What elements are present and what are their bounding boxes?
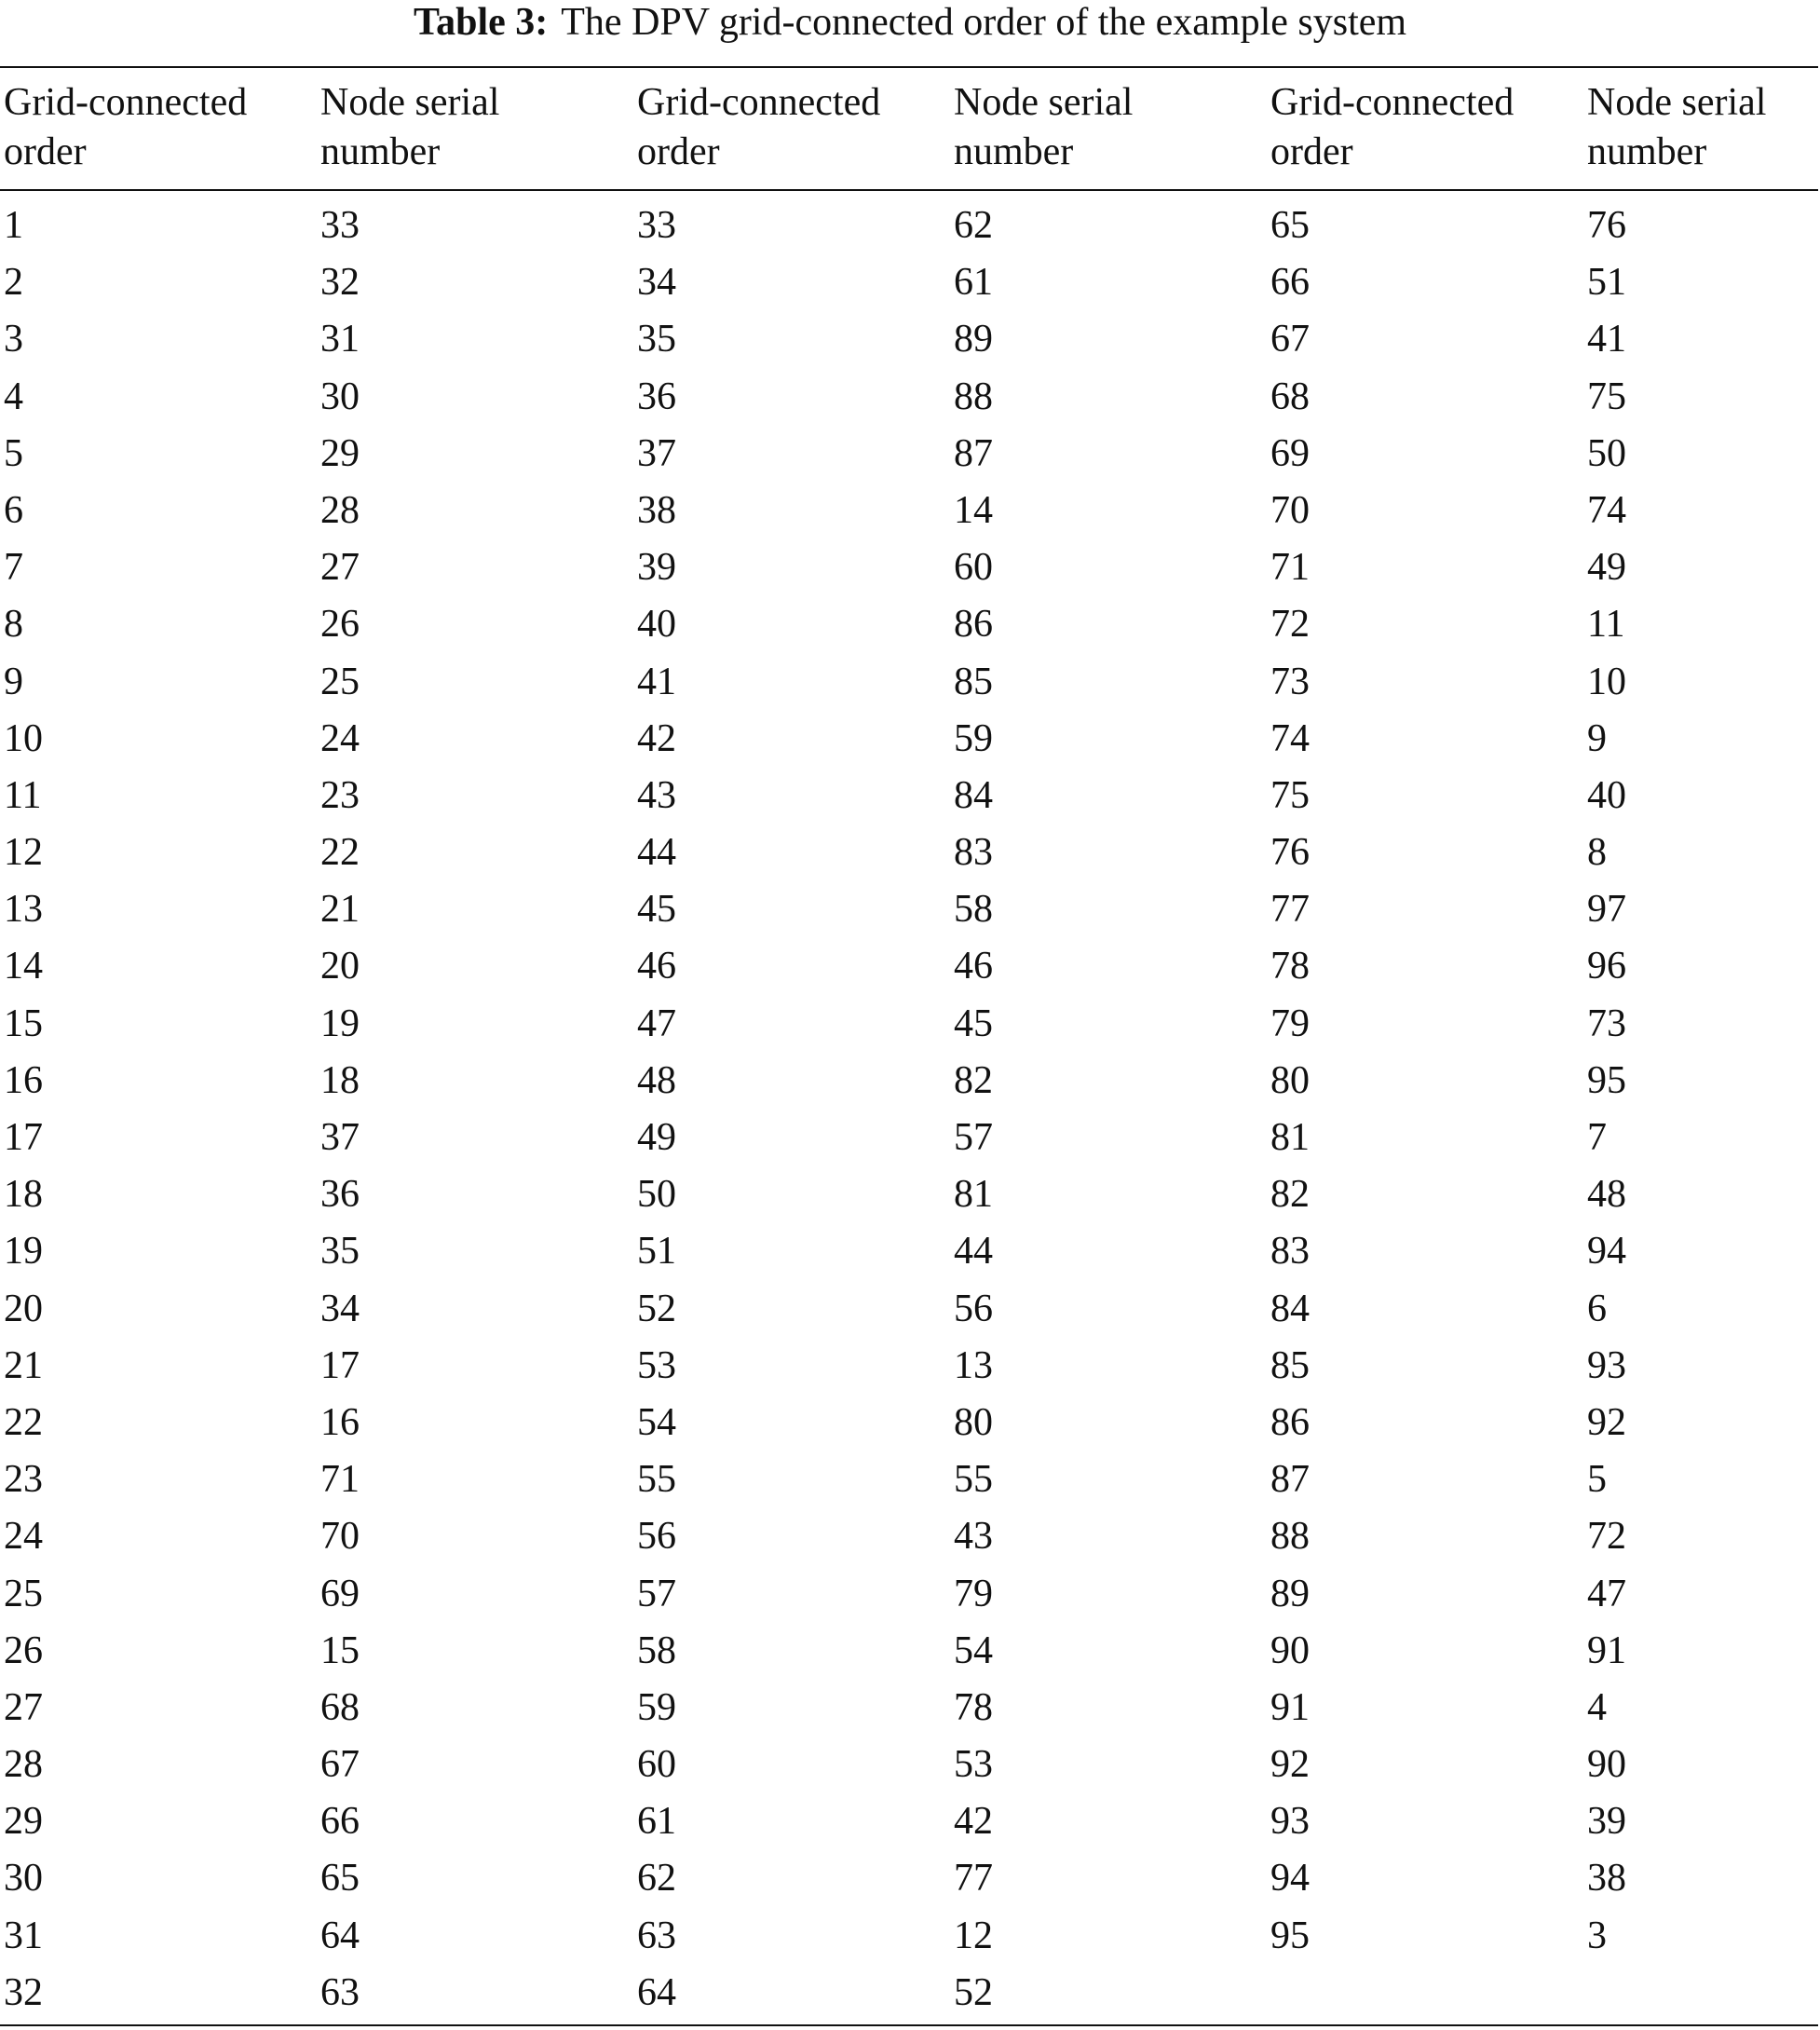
table-cell: 14 [954,488,993,532]
table-cell: 60 [954,546,993,590]
table-cell: 70 [320,1515,360,1559]
table-cell: 18 [4,1173,43,1217]
table-cell: 67 [320,1743,360,1787]
table-cell: 33 [637,204,676,247]
table-cell: 38 [1587,1857,1626,1901]
table-cell: 37 [637,431,676,475]
header-node-serial-number-3: Node serial number [1587,81,1767,173]
table-cell: 50 [1587,431,1626,475]
table-cell: 30 [4,1857,43,1901]
table-cell: 27 [320,546,360,590]
table-cell: 4 [4,375,23,418]
table-cell: 16 [4,1058,43,1102]
table-cell: 49 [1587,546,1626,590]
table-row [0,1623,1820,1680]
table-cell: 51 [1587,261,1626,305]
table-row [0,483,1820,539]
table-cell: 6 [1587,1287,1607,1330]
table-row [0,1338,1820,1395]
table-cell: 60 [637,1743,676,1787]
table-row [0,539,1820,596]
table-cell: 54 [954,1628,993,1672]
table-cell: 58 [954,888,993,932]
table-cell: 57 [954,1116,993,1159]
table-cell: 93 [1587,1343,1626,1387]
table-cell: 64 [637,1970,676,2014]
table-cell: 69 [1270,431,1310,475]
table-cell: 50 [637,1173,676,1217]
table-row [0,369,1820,426]
table-top-rule [0,66,1818,68]
table-cell: 46 [954,945,993,988]
table-cell: 46 [637,945,676,988]
table-cell: 4 [1587,1685,1607,1729]
table-cell: 28 [4,1743,43,1787]
table-cell: 44 [637,831,676,875]
table-cell: 79 [1270,1001,1310,1045]
table-row [0,1110,1820,1166]
table-cell: 47 [637,1001,676,1045]
table-cell: 40 [637,603,676,647]
table-cell: 67 [1270,318,1310,361]
table-cell: 43 [954,1515,993,1559]
table-row [0,1053,1820,1110]
table-cell: 88 [954,375,993,418]
table-cell: 77 [1270,888,1310,932]
table-cell: 76 [1587,204,1626,247]
table-cell: 59 [637,1685,676,1729]
table-cell: 48 [1587,1173,1626,1217]
table-cell: 32 [320,261,360,305]
table-cell: 54 [637,1400,676,1444]
table-row [0,824,1820,881]
table-cell: 51 [637,1230,676,1274]
table-cell: 7 [4,546,23,590]
table-cell: 25 [4,1572,43,1615]
table-cell: 19 [4,1230,43,1274]
table-cell: 29 [4,1800,43,1844]
table-cell: 35 [637,318,676,361]
table-cell: 36 [637,375,676,418]
table-cell: 94 [1270,1857,1310,1901]
table-cell: 92 [1270,1743,1310,1787]
table-cell: 62 [954,204,993,247]
table-cell: 52 [637,1287,676,1330]
table-cell: 22 [320,831,360,875]
table-cell: 26 [320,603,360,647]
table-cell: 81 [954,1173,993,1217]
table-cell: 34 [637,261,676,305]
table-cell: 56 [637,1515,676,1559]
table-cell: 39 [637,546,676,590]
table-cell: 30 [320,375,360,418]
table-cell: 41 [1587,318,1626,361]
table-header [0,78,1820,181]
table-cell: 13 [954,1343,993,1387]
table-cell: 9 [1587,716,1607,760]
table-cell: 58 [637,1628,676,1672]
header-node-serial-number-2: Node serial number [954,81,1134,173]
table-cell: 66 [1270,261,1310,305]
table-cell: 93 [1270,1800,1310,1844]
table-cell: 83 [954,831,993,875]
table-cell: 69 [320,1572,360,1615]
table-cell: 79 [954,1572,993,1615]
table-cell: 24 [4,1515,43,1559]
table-row [0,1566,1820,1623]
table-caption [0,0,1820,48]
table-cell: 20 [4,1287,43,1330]
table-cell: 82 [954,1058,993,1102]
table-cell: 88 [1270,1515,1310,1559]
header-grid-connected-order-2: Grid-connected order [637,81,881,173]
table-cell: 32 [4,1970,43,2014]
table-cell: 83 [1270,1230,1310,1274]
table-row [0,1223,1820,1280]
table-cell: 82 [1270,1173,1310,1217]
table-cell: 55 [954,1458,993,1502]
table-cell: 84 [954,773,993,817]
table-row [0,311,1820,368]
table-cell: 11 [4,773,42,817]
table-cell: 28 [320,488,360,532]
table-cell: 95 [1270,1914,1310,1957]
table-cell: 73 [1587,1001,1626,1045]
table-cell: 21 [320,888,360,932]
table-body [0,198,1820,2022]
table-bottom-rule [0,2024,1818,2026]
table-row [0,1281,1820,1338]
table-row [0,1166,1820,1223]
table-cell: 78 [1270,945,1310,988]
table-cell: 41 [637,660,676,703]
table-cell: 5 [1587,1458,1607,1502]
table-row [0,1965,1820,2022]
table-cell: 15 [320,1628,360,1672]
table-cell: 31 [4,1914,43,1957]
table-caption-text: The DPV grid-connected order of the example system [561,1,1407,44]
table-row [0,1508,1820,1565]
table-row [0,1908,1820,1965]
table-cell: 91 [1270,1685,1310,1729]
table-cell: 66 [320,1800,360,1844]
table-cell: 15 [4,1001,43,1045]
table-cell: 33 [320,204,360,247]
table-cell: 90 [1587,1743,1626,1787]
table-cell: 9 [4,660,23,703]
table-cell: 40 [1587,773,1626,817]
table-cell: 42 [954,1800,993,1844]
table-cell: 24 [320,716,360,760]
table-cell: 84 [1270,1287,1310,1330]
table-row [0,881,1820,938]
table-cell: 10 [4,716,43,760]
table-cell: 22 [4,1400,43,1444]
table-cell: 8 [1587,831,1607,875]
table-cell: 48 [637,1058,676,1102]
table-cell: 78 [954,1685,993,1729]
table-cell: 37 [320,1116,360,1159]
table-row [0,711,1820,768]
table-row [0,254,1820,311]
table-cell: 95 [1587,1058,1626,1102]
table-cell: 61 [954,261,993,305]
table-cell: 74 [1270,716,1310,760]
table-cell: 71 [1270,546,1310,590]
table-cell: 18 [320,1058,360,1102]
table-cell: 31 [320,318,360,361]
table-cell: 36 [320,1173,360,1217]
table-cell: 75 [1587,375,1626,418]
table-cell: 87 [954,431,993,475]
table-caption-label: Table 3: [413,1,549,44]
table-cell: 34 [320,1287,360,1330]
table-cell: 2 [4,261,23,305]
table-cell: 5 [4,431,23,475]
table-cell: 12 [4,831,43,875]
table-cell: 17 [4,1116,43,1159]
table-cell: 80 [1270,1058,1310,1102]
table-row [0,1451,1820,1508]
table-cell: 92 [1587,1400,1626,1444]
table-cell: 3 [4,318,23,361]
table-cell: 35 [320,1230,360,1274]
table-row [0,1395,1820,1451]
table-cell: 63 [637,1914,676,1957]
table-cell: 75 [1270,773,1310,817]
table-cell: 86 [954,603,993,647]
table-cell: 97 [1587,888,1626,932]
table-cell: 70 [1270,488,1310,532]
table-cell: 7 [1587,1116,1607,1159]
table-cell: 74 [1587,488,1626,532]
table-cell: 55 [637,1458,676,1502]
table-cell: 6 [4,488,23,532]
table-row [0,1793,1820,1850]
table-cell: 53 [637,1343,676,1387]
table-cell: 87 [1270,1458,1310,1502]
table-cell: 3 [1587,1914,1607,1957]
table-cell: 89 [954,318,993,361]
table-cell: 86 [1270,1400,1310,1444]
table-cell: 12 [954,1914,993,1957]
table-cell: 94 [1587,1230,1626,1274]
table-cell: 68 [320,1685,360,1729]
table-row [0,768,1820,824]
table-cell: 43 [637,773,676,817]
table-cell: 1 [4,204,23,247]
table-cell: 52 [954,1970,993,2014]
header-node-serial-number-1: Node serial number [320,81,500,173]
table-row [0,596,1820,653]
header-grid-connected-order-3: Grid-connected order [1270,81,1514,173]
table-row [0,938,1820,995]
table-cell: 19 [320,1001,360,1045]
table-cell: 61 [637,1800,676,1844]
table-cell: 16 [320,1400,360,1444]
table-cell: 72 [1587,1515,1626,1559]
table-cell: 38 [637,488,676,532]
table-cell: 17 [320,1343,360,1387]
table-cell: 11 [1587,603,1625,647]
table-cell: 62 [637,1857,676,1901]
table-cell: 39 [1587,1800,1626,1844]
table-row [0,1850,1820,1907]
table-cell: 27 [4,1685,43,1729]
table-cell: 85 [1270,1343,1310,1387]
table-cell: 65 [1270,204,1310,247]
table-cell: 45 [637,888,676,932]
table-cell: 63 [320,1970,360,2014]
table-cell: 8 [4,603,23,647]
table-cell: 26 [4,1628,43,1672]
table-cell: 42 [637,716,676,760]
table-cell: 45 [954,1001,993,1045]
table-cell: 20 [320,945,360,988]
table-cell: 77 [954,1857,993,1901]
table-cell: 89 [1270,1572,1310,1615]
table-cell: 23 [320,773,360,817]
table-cell: 85 [954,660,993,703]
table-cell: 49 [637,1116,676,1159]
table-cell: 44 [954,1230,993,1274]
table-cell: 80 [954,1400,993,1444]
table-cell: 56 [954,1287,993,1330]
table-row [0,426,1820,483]
table-cell: 72 [1270,603,1310,647]
table-row [0,1680,1820,1737]
table-cell: 96 [1587,945,1626,988]
table-cell: 91 [1587,1628,1626,1672]
table-row [0,996,1820,1053]
table-cell: 13 [4,888,43,932]
table-cell: 57 [637,1572,676,1615]
table-cell: 14 [4,945,43,988]
table-header-rule [0,189,1818,191]
table-cell: 81 [1270,1116,1310,1159]
table-cell: 76 [1270,831,1310,875]
table-cell: 25 [320,660,360,703]
table-row [0,654,1820,711]
table-row [0,198,1820,254]
table-cell: 73 [1270,660,1310,703]
table-row [0,1737,1820,1793]
table-cell: 23 [4,1458,43,1502]
table-cell: 47 [1587,1572,1626,1615]
table-cell: 59 [954,716,993,760]
table-cell: 68 [1270,375,1310,418]
header-grid-connected-order-1: Grid-connected order [4,81,248,173]
table-cell: 65 [320,1857,360,1901]
table-cell: 71 [320,1458,360,1502]
table-cell: 64 [320,1914,360,1957]
table-cell: 21 [4,1343,43,1387]
table-cell: 10 [1587,660,1626,703]
table-cell: 29 [320,431,360,475]
table-cell: 90 [1270,1628,1310,1672]
table-cell: 53 [954,1743,993,1787]
